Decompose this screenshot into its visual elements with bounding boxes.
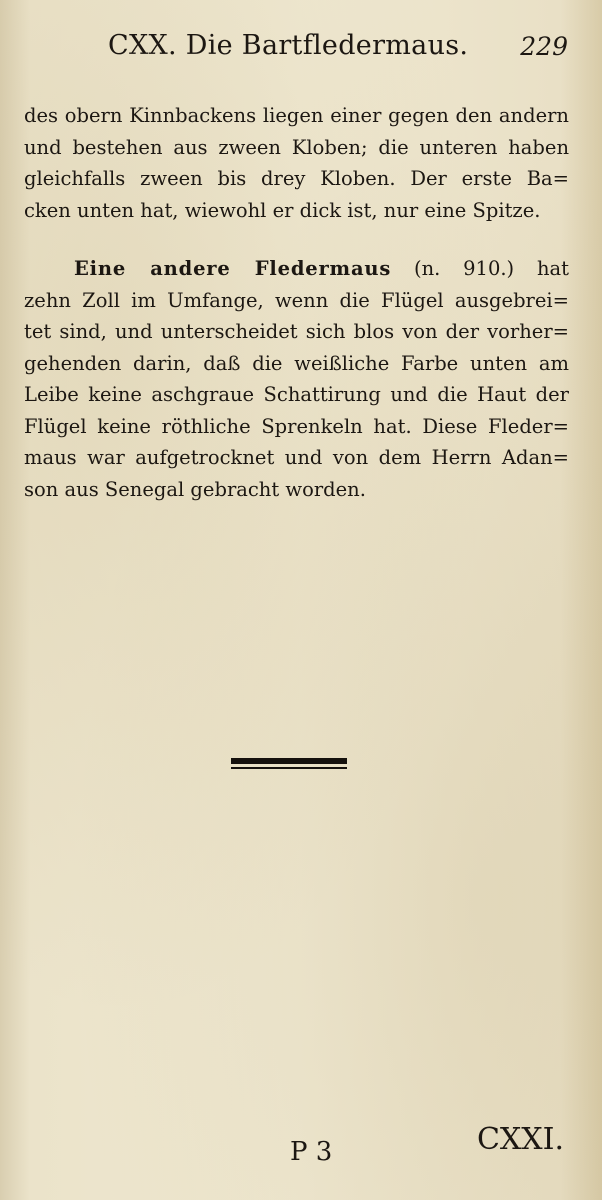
divider-thick-rule	[231, 758, 347, 764]
catchword: CXXI.	[476, 1122, 564, 1157]
text-line: cken unten hat, wiewohl er dick ist, nur eine Spitze.	[24, 198, 541, 222]
text-line: gehenden darin, daß die weißliche Farbe unten am	[24, 351, 569, 375]
section-divider	[231, 758, 347, 769]
text-line: gleichfalls zween bis drey Kloben. Der erste Ba=	[24, 167, 569, 190]
text-line: und bestehen aus zween Kloben; die unteren haben	[24, 135, 569, 159]
emphasized-term: Eine andere Fledermaus	[74, 257, 392, 280]
paragraph-2	[24, 253, 569, 505]
text-line: tet sind, und unterscheidet sich blos von der vorher=	[24, 320, 569, 343]
text-line: Flügel keine röthliche Sprenkeln hat. Diese Fleder=	[24, 414, 569, 438]
text-line: des obern Kinnbackens liegen einer gegen den andern	[24, 104, 569, 127]
text-line: maus war aufgetrocknet und von dem Herrn Adan=	[24, 446, 569, 469]
divider-thin-rule	[231, 767, 347, 769]
paragraph-1	[24, 100, 569, 226]
chapter-title: CXX. Die Bartfledermaus.	[108, 30, 469, 61]
paragraph-lead-line	[24, 253, 569, 285]
text-line: Leibe keine aschgraue Schattirung und die Haut der	[24, 383, 569, 406]
text-line: son aus Senegal gebracht worden.	[24, 477, 366, 501]
lead-line-rest: (n. 910.) hat	[391, 257, 569, 280]
page-number: 229	[520, 32, 568, 61]
running-header	[108, 30, 568, 70]
printer-signature-mark: P 3	[290, 1137, 333, 1167]
text-line: zehn Zoll im Umfange, wenn die Flügel ausgebrei=	[24, 288, 569, 312]
